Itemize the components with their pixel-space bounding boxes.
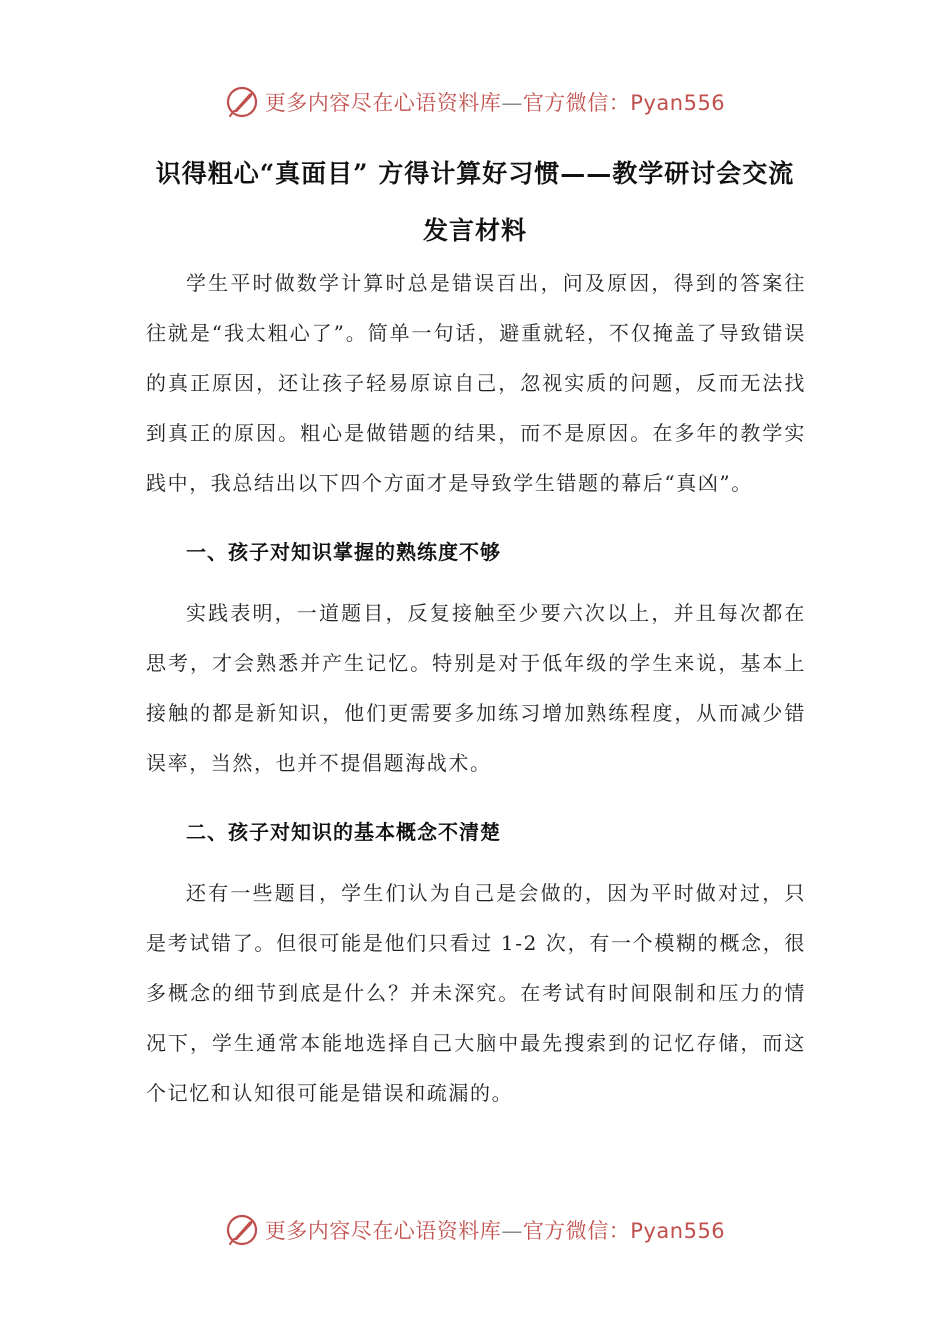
section-body-1: 实践表明，一道题目，反复接触至少要六次以上，并且每次都在思考，才会熟悉并产生记忆。特别是对于低年级的学生来说，基本上接触的都是新知识，他们更需要多加练习增加熟练程度，从而减少错误率，当然，也并不提倡题海战术。: [146, 601, 806, 775]
document-body: [146, 258, 806, 1118]
banner-text: [265, 1215, 725, 1245]
section-body-2: 还有一些题目，学生们认为自己是会做的，因为平时做对过，只是考试错了。但很可能是他们只看过 1-2 次，有一个模糊的概念，很多概念的细节到底是什么？并未深究。在考试有时间限制和压力的情况下，学生通常本能地选择自己大脑中最先搜索到的记忆存储，而这个记忆和认知很可能是错误和疏漏的。: [146, 881, 806, 1105]
banner-dash: —: [501, 1219, 523, 1243]
banner-text-main: 更多内容尽在心语资料库: [264, 91, 502, 115]
quill-pen-logo-icon: [225, 1213, 259, 1247]
quill-pen-logo-icon: [225, 85, 259, 119]
intro-paragraph: 学生平时做数学计算时总是错误百出，问及原因，得到的答案往往就是“我太粗心了”。简单一句话，避重就轻，不仅掩盖了导致错误的真正原因，还让孩子轻易原谅自己，忽视实质的问题，反而无法找到真正的原因。粗心是做错题的结果，而不是原因。在多年的教学实践中，我总结出以下四个方面才是导致学生错题的幕后“真凶”。: [146, 271, 806, 495]
banner-text: [265, 87, 725, 117]
document-title: [130, 145, 820, 259]
banner-dash: —: [501, 91, 523, 115]
title-line-2: 发言材料: [422, 216, 527, 245]
banner-text-main: 更多内容尽在心语资料库: [264, 1219, 502, 1243]
banner-wechat: 官方微信：Pyan556: [522, 1219, 726, 1243]
footer-banner: [0, 1210, 950, 1250]
header-banner: [0, 82, 950, 122]
title-line-1: 识得粗心“真面目” 方得计算好习惯——教学研讨会交流: [155, 159, 795, 188]
section-heading-1: 一、孩子对知识掌握的熟练度不够: [186, 540, 501, 564]
section-heading-2: 二、孩子对知识的基本概念不清楚: [186, 820, 501, 844]
banner-wechat: 官方微信：Pyan556: [522, 91, 726, 115]
